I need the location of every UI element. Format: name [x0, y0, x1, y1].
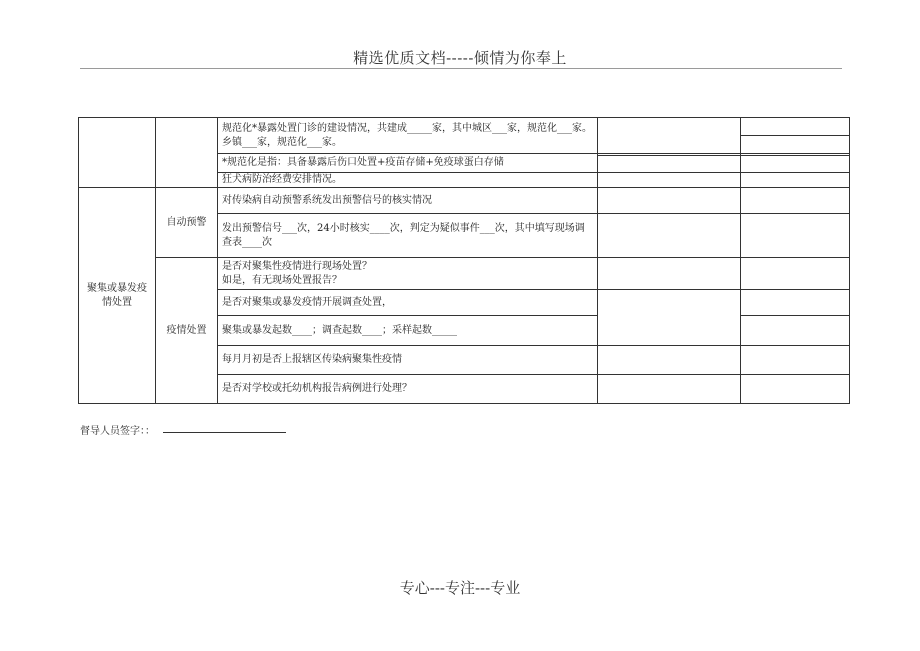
header-rule — [80, 68, 842, 69]
supervision-table — [78, 117, 850, 404]
remark-cell — [741, 156, 850, 173]
remark-cell — [741, 214, 850, 258]
result-cell — [598, 118, 741, 154]
remark-cell — [741, 290, 850, 316]
table-row: 狂犬病防治经费安排情况。 — [218, 173, 598, 188]
remark-cell — [741, 136, 850, 154]
signature-label: 督导人员签字：： — [80, 426, 155, 437]
subcategory-cell-continued — [156, 118, 218, 188]
remark-cell — [741, 188, 850, 214]
remark-cell — [741, 118, 850, 136]
result-cell — [598, 214, 741, 258]
result-cell — [598, 156, 741, 173]
result-cell — [598, 173, 741, 188]
table-row: 规范化*暴露处置门诊的建设情况，共建成_____家，其中城区___家，规范化___家。乡镇___家，规范化___家。 — [218, 118, 598, 154]
remark-cell — [741, 346, 850, 375]
table-row: 聚集或暴发起数____；调查起数____；采样起数_____ — [218, 316, 598, 346]
remark-cell — [741, 375, 850, 404]
result-cell — [598, 346, 741, 375]
result-cell — [598, 290, 741, 346]
table-row: *规范化是指：具备暴露后伤口处置+疫苗存储+免疫球蛋白存储 — [218, 154, 598, 173]
footer-text: 专心---专注---专业 — [399, 579, 521, 597]
category-cell-continued — [79, 118, 156, 188]
result-cell — [598, 375, 741, 404]
table-row: 对传染病自动预警系统发出预警信号的核实情况 — [218, 188, 598, 214]
result-cell — [598, 188, 741, 214]
table-row: 发出预警信号___次，24小时核实____次，判定为疑似事件___次，其中填写现场调查表____次 — [218, 214, 598, 258]
signature-line[interactable] — [163, 432, 286, 433]
remark-cell — [741, 258, 850, 290]
subcategory-auto-warning: 自动预警 — [156, 188, 218, 258]
header-title: 精选优质文档-----倾情为你奉上 — [353, 49, 567, 67]
remark-cell — [741, 316, 850, 346]
result-cell — [598, 258, 741, 290]
table-row: 每月月初是否上报辖区传染病聚集性疫情 — [218, 346, 598, 375]
table-row: 是否对聚集或暴发疫情开展调查处置， — [218, 290, 598, 316]
subcategory-outbreak-handling: 疫情处置 — [156, 258, 218, 404]
table-row: 是否对学校或托幼机构报告病例进行处理？ — [218, 375, 598, 404]
remark-cell — [741, 173, 850, 188]
table-row: 是否对聚集性疫情进行现场处置？ 如是，有无现场处置报告？ — [218, 258, 598, 290]
category-outbreak-response: 聚集或暴发疫情处置 — [79, 188, 156, 404]
